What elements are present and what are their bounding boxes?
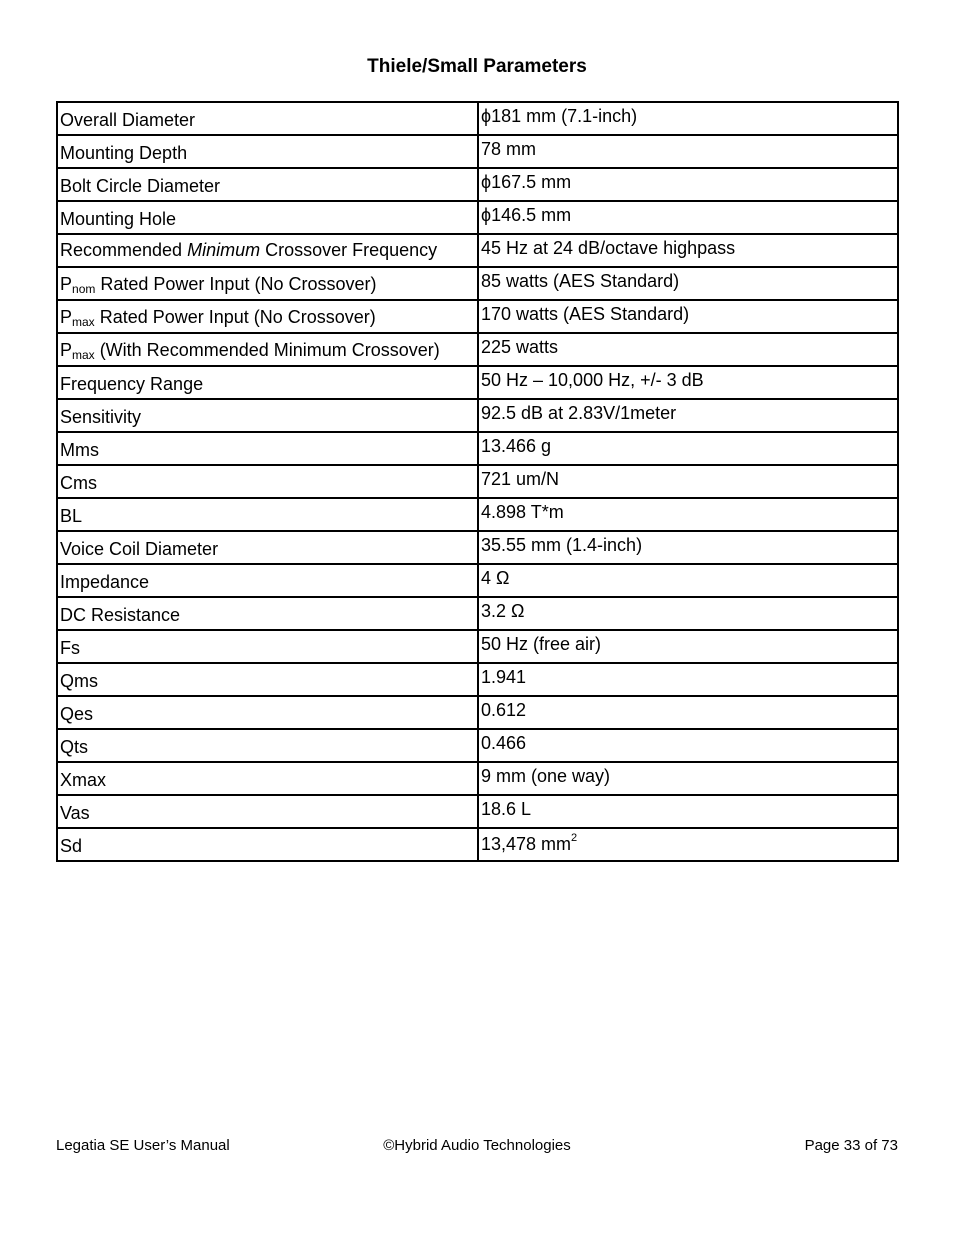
row-label: Mounting Hole xyxy=(57,201,478,234)
table-row xyxy=(57,795,898,828)
row-value: 170 watts (AES Standard) xyxy=(478,300,898,333)
row-label: Frequency Range xyxy=(57,366,478,399)
table-row xyxy=(57,663,898,696)
row-value: ϕ146.5 mm xyxy=(478,201,898,234)
row-label: Qes xyxy=(57,696,478,729)
row-label: Bolt Circle Diameter xyxy=(57,168,478,201)
table-row xyxy=(57,168,898,201)
row-label: Mms xyxy=(57,432,478,465)
page-title: Thiele/Small Parameters xyxy=(367,56,587,77)
row-label: Qms xyxy=(57,663,478,696)
label-text: (With Recommended Minimum Crossover) xyxy=(94,340,440,360)
table-row xyxy=(57,300,898,333)
row-value: ϕ181 mm (7.1-inch) xyxy=(478,102,898,135)
table-row xyxy=(57,762,898,795)
row-value: ϕ167.5 mm xyxy=(478,168,898,201)
table-row xyxy=(57,531,898,564)
table-row xyxy=(57,828,898,861)
row-value: 4 Ω xyxy=(478,564,898,597)
row-label: Xmax xyxy=(57,762,478,795)
table-row xyxy=(57,201,898,234)
row-label: Fs xyxy=(57,630,478,663)
row-label: Vas xyxy=(57,795,478,828)
label-emphasis: Minimum xyxy=(187,240,261,260)
table-row xyxy=(57,729,898,762)
row-value: 50 Hz – 10,000 Hz, +/- 3 dB xyxy=(478,366,898,399)
row-label: Mounting Depth xyxy=(57,135,478,168)
row-value: 1.941 xyxy=(478,663,898,696)
footer-page-number: Page 33 of 73 xyxy=(804,1137,898,1154)
row-value: 18.6 L xyxy=(478,795,898,828)
row-value: 9 mm (one way) xyxy=(478,762,898,795)
table-row xyxy=(57,498,898,531)
row-value xyxy=(478,828,898,861)
footer-copyright: ©Hybrid Audio Technologies xyxy=(383,1137,571,1154)
label-text: Rated Power Input (No Crossover) xyxy=(94,307,376,327)
row-label xyxy=(57,300,478,333)
footer-manual-title: Legatia SE User’s Manual xyxy=(56,1137,230,1154)
row-label: Sensitivity xyxy=(57,399,478,432)
row-label: DC Resistance xyxy=(57,597,478,630)
label-symbol: P xyxy=(60,307,73,327)
label-symbol: P xyxy=(60,274,73,294)
row-value: 721 um/N xyxy=(478,465,898,498)
table-row xyxy=(57,564,898,597)
label-text: Rated Power Input (No Crossover) xyxy=(95,274,377,294)
table-row xyxy=(57,234,898,267)
label-subscript: max xyxy=(72,348,95,362)
row-label: Voice Coil Diameter xyxy=(57,531,478,564)
row-value: 4.898 T*m xyxy=(478,498,898,531)
label-subscript: nom xyxy=(72,282,96,296)
label-subscript: max xyxy=(72,315,95,329)
row-value: 35.55 mm (1.4-inch) xyxy=(478,531,898,564)
table-row xyxy=(57,465,898,498)
table-row xyxy=(57,399,898,432)
row-label: BL xyxy=(57,498,478,531)
row-value: 3.2 Ω xyxy=(478,597,898,630)
row-label: Impedance xyxy=(57,564,478,597)
row-value: 45 Hz at 24 dB/octave highpass xyxy=(478,234,898,267)
row-value: 85 watts (AES Standard) xyxy=(478,267,898,300)
label-text: Crossover Frequency xyxy=(260,240,438,260)
value-text: 13,478 mm xyxy=(481,834,572,854)
row-value: 225 watts xyxy=(478,333,898,366)
row-value: 92.5 dB at 2.83V/1meter xyxy=(478,399,898,432)
table-row xyxy=(57,135,898,168)
row-value: 78 mm xyxy=(478,135,898,168)
row-label: Sd xyxy=(57,828,478,861)
table-row xyxy=(57,630,898,663)
row-label: Qts xyxy=(57,729,478,762)
row-label xyxy=(57,234,478,267)
row-label: Cms xyxy=(57,465,478,498)
table-row xyxy=(57,597,898,630)
row-value: 0.612 xyxy=(478,696,898,729)
row-value: 0.466 xyxy=(478,729,898,762)
row-label: Overall Diameter xyxy=(57,102,478,135)
row-label xyxy=(57,267,478,300)
row-value: 50 Hz (free air) xyxy=(478,630,898,663)
label-text: Recommended xyxy=(60,240,188,260)
table-row xyxy=(57,333,898,366)
row-value: 13.466 g xyxy=(478,432,898,465)
table-row xyxy=(57,366,898,399)
table-row xyxy=(57,696,898,729)
label-symbol: P xyxy=(60,340,73,360)
table-row xyxy=(57,267,898,300)
row-label xyxy=(57,333,478,366)
table-row xyxy=(57,432,898,465)
value-superscript: 2 xyxy=(571,832,578,844)
table-row xyxy=(57,102,898,135)
parameters-table xyxy=(56,101,899,862)
